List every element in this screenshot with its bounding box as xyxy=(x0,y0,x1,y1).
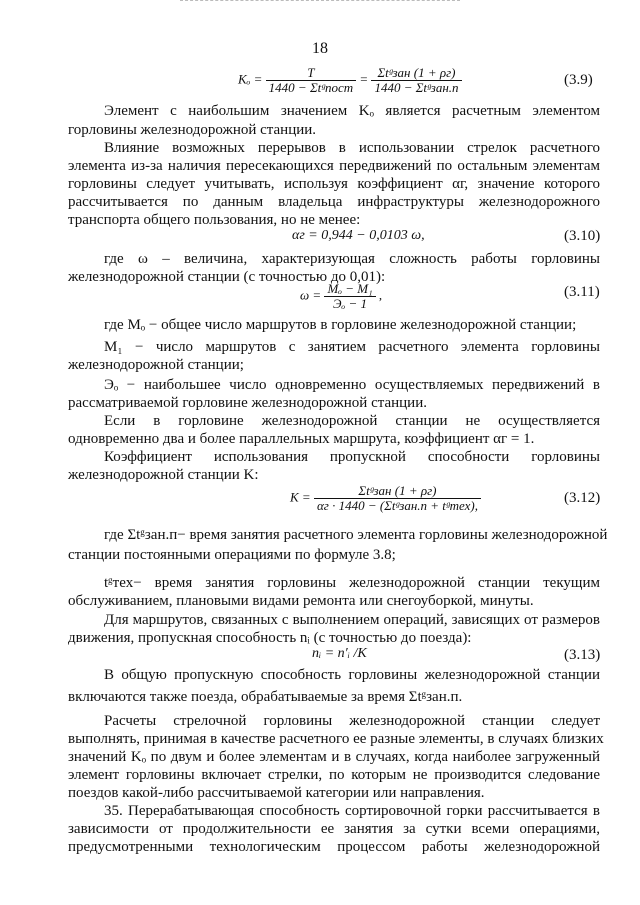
text-line: обслуживанием, плановыми видами ремонта или снегоуборкой, минуты. xyxy=(68,593,534,609)
text-line: Влияние возможных перерывов в использовании стрелок расчетного xyxy=(104,140,600,156)
formula-3-11-denominator: Эₒ − 1 xyxy=(333,296,368,311)
formula-3-9-fraction-1 xyxy=(266,66,356,95)
formula-3-11-tail: , xyxy=(378,287,383,303)
formula-3-9-lhs: Kₒ = xyxy=(238,71,263,87)
text-line: Если в горловине железнодорожной станции не осуществляется xyxy=(104,413,600,429)
formula-3-11-numerator: Mₒ − M₁ xyxy=(324,282,375,297)
text-line: значений Kₒ по двум и более элементам и в случаях, когда наиболее загруженный xyxy=(68,749,600,765)
text-line: Эₒ − наибольшее число одновременно осуществляемых передвижений в xyxy=(104,377,600,393)
text-line: где Σtᵍзан.п− время занятия расчетного элемента горловины железнодорожной xyxy=(104,527,608,543)
text-line: зависимости от продолжительности ее занятия за сутки всеми операциями, xyxy=(68,821,600,837)
formula-3-9-numerator-1: T xyxy=(266,66,356,81)
text-line: 35. Перерабатывающая способность сортировочной горки рассчитывается в xyxy=(104,803,600,819)
text-line: tᵍтех− время занятия горловины железнодорожной станции текущим xyxy=(104,575,600,591)
formula-3-12-fraction xyxy=(314,484,481,513)
text-line: элемента из-за наличия пересекающихся передвижений по остальным элементам xyxy=(68,158,600,174)
formula-3-9-numerator-2: Σtᵍзан (1 + ρг) xyxy=(371,66,461,81)
page-number: 18 xyxy=(312,40,328,57)
text-line: железнодорожной станции; xyxy=(68,357,244,373)
text-line: Коэффициент использования пропускной способности горловины xyxy=(104,449,600,465)
text-line: одновременно два и более параллельных маршрута, коэффициент αг = 1. xyxy=(68,431,535,447)
text-line: Элемент с наибольшим значением Kₒ является расчетным элементом xyxy=(104,103,600,119)
text-line: выполнять, принимая в качестве расчетного ее разные элементы, в случаях близких xyxy=(68,731,604,747)
formula-3-12-denominator: αг · 1440 − (Σtᵍзан.п + tᵍтех), xyxy=(316,498,478,513)
text-line: где Мₒ − общее число маршрутов в горловине железнодорожной станции; xyxy=(104,317,577,333)
text-line: Расчеты стрелочной горловины железнодорожной станции следует xyxy=(104,713,600,729)
text-line: железнодорожной станции K: xyxy=(68,467,259,483)
formula-3-11-lhs: ω = xyxy=(300,287,322,303)
formula-3-9-denominator-1: 1440 − Σtᵍпост xyxy=(268,80,354,95)
text-line: рассчитывается по данным владельца инфраструктуры железнодорожного xyxy=(68,194,600,210)
formula-3-9 xyxy=(238,66,462,95)
text-line: В общую пропускную способность горловины железнодорожной станции xyxy=(104,667,600,683)
formula-3-9-fraction-2 xyxy=(371,66,461,95)
scan-artifact-line xyxy=(180,0,460,3)
text-line: включаются также поезда, обрабатываемые за время Σtᵍзан.п. xyxy=(68,689,463,705)
formula-3-9-equals: = xyxy=(359,71,369,87)
formula-number-3-13: (3.13) xyxy=(564,647,601,663)
formula-3-11-fraction xyxy=(324,282,375,311)
text-line: железнодорожной станции (с точностью до 0,01): xyxy=(68,269,386,285)
formula-number-3-11: (3.11) xyxy=(564,284,600,300)
formula-number-3-9: (3.9) xyxy=(564,72,593,88)
formula-3-13: nᵢ = n′ᵢ /K xyxy=(312,646,367,661)
text-line: Для маршрутов, связанных с выполнением операций, зависящих от размеров xyxy=(104,612,600,628)
text-line: движения, пропускная способность nᵢ (с точностью до поезда): xyxy=(68,630,472,646)
text-line: рассматриваемой горловине железнодорожной станции. xyxy=(68,395,427,411)
text-line: предусмотренными технологическим процессом работы железнодорожной xyxy=(68,839,600,855)
formula-3-12 xyxy=(290,484,481,513)
formula-3-9-denominator-2: 1440 − Σtᵍзан.п xyxy=(374,80,459,95)
text-line: где ω – величина, характеризующая сложность работы горловины xyxy=(104,251,600,267)
formula-3-12-numerator: Σtᵍзан (1 + ρг) xyxy=(314,484,481,499)
text-line: станции постоянными операциями по формуле 3.8; xyxy=(68,547,396,563)
formula-3-10: αг = 0,944 − 0,0103 ω, xyxy=(292,228,425,243)
formula-3-12-lhs: K = xyxy=(290,489,311,505)
formula-3-11 xyxy=(300,282,382,311)
formula-number-3-12: (3.12) xyxy=(564,490,601,506)
text-line: транспорта общего пользования, но не менее: xyxy=(68,212,361,228)
text-line: элемент горловины включает стрелки, по которым не производится следование xyxy=(68,767,600,783)
text-line: горловины железнодорожной станции. xyxy=(68,122,317,138)
text-line: горловины следует учитывать, используя коэффициент αг, значение которого xyxy=(68,176,600,192)
text-line: поездов какой-либо рассчитываемой категории или направления. xyxy=(68,785,485,801)
text-line: М₁ − число маршрутов с занятием расчетного элемента горловины xyxy=(104,339,600,355)
formula-number-3-10: (3.10) xyxy=(564,228,601,244)
